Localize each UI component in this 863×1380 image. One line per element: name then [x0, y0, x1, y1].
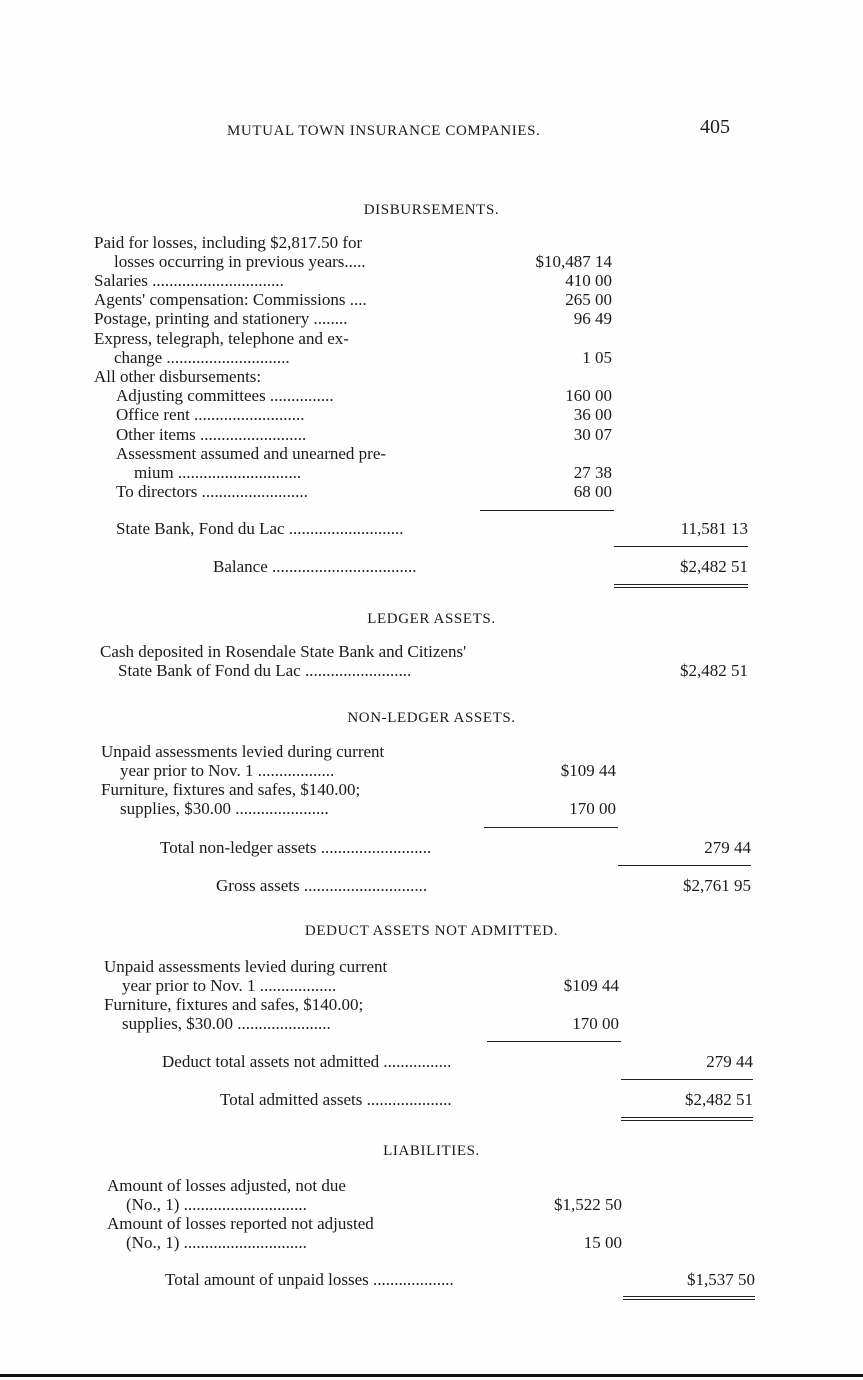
da-total-amount: 279 44 [706, 1052, 753, 1071]
disb-line-11: Assessment assumed and unearned pre- [116, 444, 387, 463]
liab-line-0: Amount of losses adjusted, not due [107, 1176, 346, 1195]
da-total-label: Deduct total assets not admitted ................ [162, 1052, 452, 1071]
ledger-assets-heading: LEDGER ASSETS. [367, 611, 496, 627]
disb-amount-10: 30 07 [573, 425, 612, 444]
liab-line-2: Amount of losses reported not adjusted [107, 1214, 374, 1233]
disb-line-8: Adjusting committees ............... [116, 386, 334, 405]
state-bank-rule [614, 546, 748, 547]
gross-assets-amount: $2,761 95 [683, 876, 751, 895]
da-amount-1: $109 44 [563, 976, 619, 995]
da-line-0: Unpaid assessments levied during current [104, 957, 388, 976]
nl-line-1: year prior to Nov. 1 .................. [120, 761, 335, 780]
nl-subtotal-rule [484, 827, 618, 828]
admitted-assets-label: Total admitted assets .................... [220, 1090, 452, 1109]
admitted-assets-amount: $2,482 51 [685, 1090, 753, 1109]
disb-amount-13: 68 00 [573, 482, 612, 501]
running-header: MUTUAL TOWN INSURANCE COMPANIES. [227, 123, 541, 139]
nl-total-amount: 279 44 [704, 838, 751, 857]
disb-amount-3: 265 00 [565, 290, 612, 309]
disb-line-5: Express, telegraph, telephone and ex- [94, 329, 349, 348]
disb-amount-2: 410 00 [565, 271, 612, 290]
liab-line-3: (No., 1) ............................. [126, 1233, 307, 1252]
nl-total-rule [618, 865, 751, 866]
nl-amount-3: 170 00 [569, 799, 616, 818]
gross-assets-label: Gross assets ............................. [216, 876, 428, 895]
disb-line-12: mium ............................. [134, 463, 302, 482]
ledger-line-2: State Bank of Fond du Lac ......................... [118, 661, 412, 680]
disb-amount-12: 27 38 [573, 463, 612, 482]
ledger-amount: $2,482 51 [680, 661, 748, 680]
state-bank-amount: 11,581 13 [680, 519, 748, 538]
disb-line-0: Paid for losses, including $2,817.50 for [94, 233, 363, 252]
da-line-1: year prior to Nov. 1 .................. [122, 976, 337, 995]
disb-line-2: Salaries ............................... [94, 271, 284, 290]
da-line-2: Furniture, fixtures and safes, $140.00; [104, 995, 364, 1014]
nl-total-label: Total non-ledger assets .......................... [160, 838, 432, 857]
disb-line-6: change ............................. [114, 348, 290, 367]
disb-line-13: To directors ......................... [116, 482, 308, 501]
disb-line-10: Other items ......................... [116, 425, 307, 444]
disb-line-7: All other disbursements: [94, 367, 262, 386]
unpaid-losses-amount: $1,537 50 [687, 1270, 755, 1289]
unpaid-losses-double-rule [623, 1296, 755, 1300]
page-number: 405 [700, 116, 730, 138]
nl-amount-1: $109 44 [560, 761, 616, 780]
da-subtotal-rule [487, 1041, 621, 1042]
liabilities-heading: LIABILITIES. [383, 1143, 480, 1159]
page-bottom-edge [0, 1374, 863, 1377]
liab-amount-3: 15 00 [583, 1233, 622, 1252]
unpaid-losses-label: Total amount of unpaid losses ................... [165, 1270, 454, 1289]
disb-line-3: Agents' compensation: Commissions .... [94, 290, 367, 309]
disb-subtotal-rule [480, 510, 614, 511]
nl-line-0: Unpaid assessments levied during current [101, 742, 385, 761]
disb-amount-4: 96 49 [573, 309, 612, 328]
disb-line-4: Postage, printing and stationery ........ [94, 309, 348, 328]
disb-amount-8: 160 00 [565, 386, 612, 405]
admitted-double-rule [621, 1117, 753, 1121]
disb-amount-9: 36 00 [573, 405, 612, 424]
deduct-heading: DEDUCT ASSETS NOT ADMITTED. [304, 923, 559, 939]
non-ledger-heading: NON-LEDGER ASSETS. [347, 710, 516, 726]
liab-amount-1: $1,522 50 [554, 1195, 622, 1214]
balance-amount: $2,482 51 [680, 557, 748, 576]
disbursements-heading: DISBURSEMENTS. [363, 202, 500, 218]
balance-double-rule [614, 584, 748, 588]
balance-label: Balance .................................. [213, 557, 417, 576]
nl-line-3: supplies, $30.00 ...................... [120, 799, 329, 818]
state-bank-label: State Bank, Fond du Lac ........................... [116, 519, 404, 538]
da-amount-3: 170 00 [572, 1014, 619, 1033]
da-line-3: supplies, $30.00 ...................... [122, 1014, 331, 1033]
disb-amount-1: $10,487 14 [535, 252, 612, 271]
ledger-line-1: Cash deposited in Rosendale State Bank and Citizens' [100, 642, 467, 661]
disb-line-1: losses occurring in previous years..... [114, 252, 366, 271]
disb-amount-6: 1 05 [582, 348, 612, 367]
nl-line-2: Furniture, fixtures and safes, $140.00; [101, 780, 361, 799]
da-total-rule [621, 1079, 753, 1080]
liab-line-1: (No., 1) ............................. [126, 1195, 307, 1214]
disb-line-9: Office rent .......................... [116, 405, 305, 424]
